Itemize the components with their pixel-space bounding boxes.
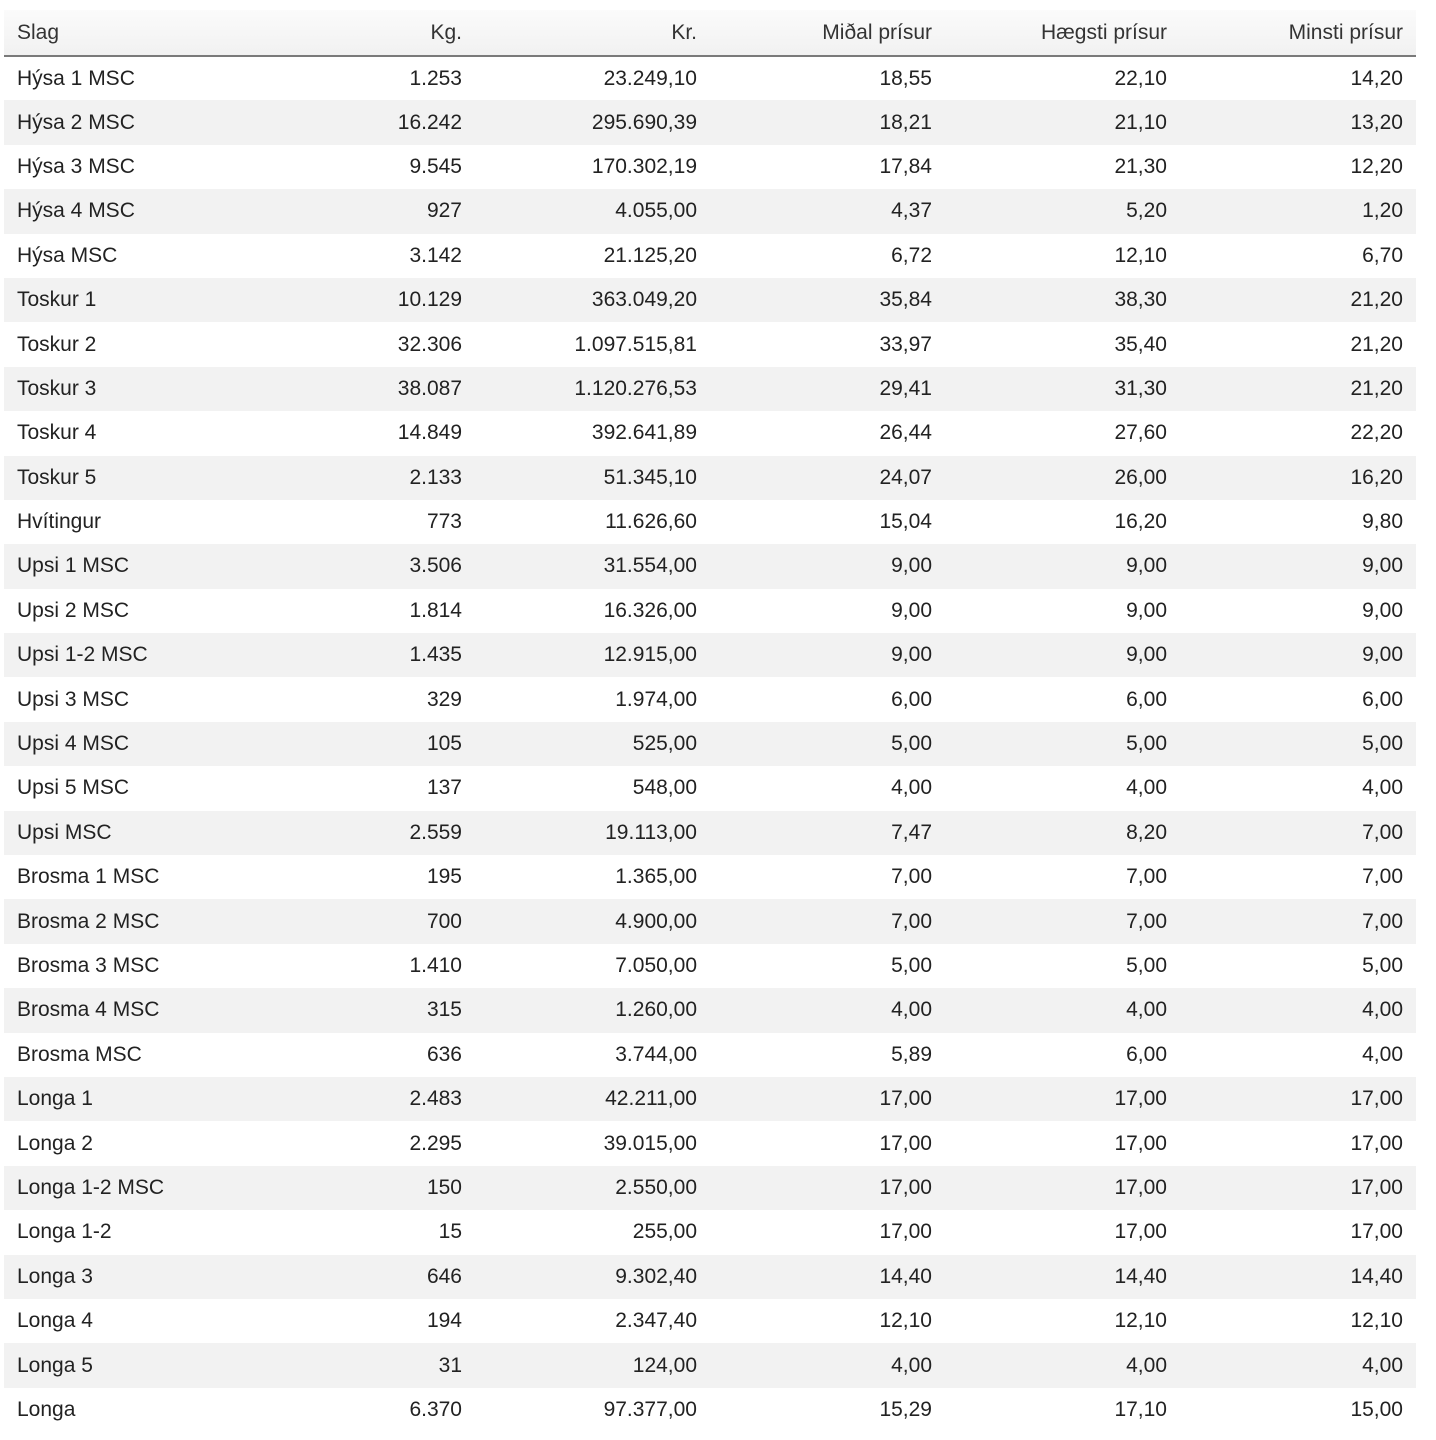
table-row [4,1210,1416,1254]
average-price-cell: 4,00 [891,998,932,1022]
lowest-price-cell: 9,00 [1362,643,1403,667]
lowest-price-cell: 21,20 [1350,376,1403,400]
lowest-price-cell: 5,00 [1362,954,1403,977]
highest-price-cell: 38,30 [1114,288,1167,312]
kg-cell: 1.435 [409,643,462,667]
highest-price-cell: 22,10 [1114,66,1167,90]
slag-cell: Longa 3 [17,1264,93,1288]
column-header-lowest-price[interactable]: Minsti prísur [1180,10,1416,56]
average-price-cell: 4,00 [891,1353,932,1377]
kg-cell: 2.483 [409,1087,462,1111]
slag-cell: Toskur 1 [17,288,97,312]
highest-price-cell: 4,00 [1126,776,1167,800]
highest-price-cell: 14,40 [1114,1264,1167,1288]
kr-cell: 295.690,39 [591,110,697,134]
average-price-cell: 6,00 [891,687,932,711]
kg-cell: 700 [426,909,462,933]
average-price-cell: 35,84 [879,288,932,312]
lowest-price-cell: 4,00 [1362,998,1403,1022]
average-price-cell: 7,00 [891,909,932,933]
kr-cell: 1.260,00 [615,998,697,1022]
table-row [4,855,1416,899]
table-row [4,278,1416,322]
average-price-cell: 17,00 [879,1131,932,1155]
average-price-cell: 5,00 [891,732,932,756]
average-price-cell: 15,04 [879,510,932,534]
highest-price-cell: 17,00 [1114,1220,1167,1244]
table-row [4,589,1416,633]
kr-cell: 51.345,10 [603,465,697,489]
table-row [4,1343,1416,1387]
kg-cell: 329 [426,687,462,711]
lowest-price-cell: 17,00 [1350,1087,1403,1111]
average-price-cell: 9,00 [891,643,932,667]
lowest-price-cell: 17,00 [1350,1220,1403,1244]
slag-cell: Upsi MSC [17,820,112,844]
average-price-cell: 17,84 [879,154,932,178]
lowest-price-cell: 21,20 [1350,288,1403,312]
kg-cell: 14.849 [397,421,462,445]
highest-price-cell: 17,10 [1114,1397,1167,1421]
table-header [4,10,1416,56]
slag-cell: Hýsa 4 MSC [17,199,135,223]
lowest-price-cell: 22,20 [1350,421,1403,445]
table-row [4,367,1416,411]
slag-cell: Upsi 1-2 MSC [17,643,148,667]
table-row [4,677,1416,721]
table-row [4,1077,1416,1121]
lowest-price-cell: 7,00 [1362,820,1403,844]
average-price-cell: 9,00 [891,554,932,578]
average-price-cell: 4,00 [891,776,932,800]
average-price-cell: 17,00 [879,1087,932,1111]
average-price-cell: 24,07 [879,465,932,489]
kr-cell: 4.055,00 [615,199,697,223]
kg-cell: 150 [426,1175,462,1199]
kr-cell: 1.097.515,81 [574,332,697,356]
table-row [4,899,1416,943]
highest-price-cell: 31,30 [1114,376,1167,400]
price-table [4,10,1416,1432]
kr-cell: 7.050,00 [615,954,697,977]
slag-cell: Upsi 3 MSC [17,687,130,711]
slag-cell: Brosma MSC [17,1042,142,1066]
lowest-price-cell: 16,20 [1350,465,1403,489]
average-price-cell: 7,47 [891,820,932,844]
kg-cell: 10.129 [397,288,462,312]
column-header-kr[interactable]: Kr. [475,10,710,56]
kr-cell: 124,00 [632,1353,697,1377]
lowest-price-cell: 17,00 [1350,1175,1403,1199]
slag-cell: Brosma 4 MSC [17,998,160,1022]
average-price-cell: 18,21 [879,110,932,134]
highest-price-cell: 7,00 [1126,909,1167,933]
average-price-cell: 29,41 [879,376,932,400]
kg-cell: 195 [426,865,462,889]
lowest-price-cell: 9,00 [1362,554,1403,578]
lowest-price-cell: 17,00 [1350,1131,1403,1155]
lowest-price-cell: 14,40 [1350,1264,1403,1288]
slag-cell: Hvítingur [17,510,102,534]
kg-cell: 636 [426,1042,462,1066]
highest-price-cell: 17,00 [1114,1131,1167,1155]
table-row [4,988,1416,1032]
kr-cell: 16.326,00 [603,598,697,622]
kr-cell: 363.049,20 [591,288,697,312]
average-price-cell: 12,10 [879,1309,932,1333]
average-price-cell: 6,72 [891,243,932,267]
kr-cell: 21.125,20 [603,243,697,267]
kr-cell: 12.915,00 [603,643,697,667]
table-row [4,322,1416,366]
highest-price-cell: 4,00 [1126,1353,1167,1377]
lowest-price-cell: 12,10 [1350,1309,1403,1333]
slag-cell: Longa 4 [17,1309,93,1333]
lowest-price-cell: 1,20 [1362,199,1403,223]
slag-cell: Hýsa 3 MSC [17,154,135,178]
lowest-price-cell: 4,00 [1362,776,1403,800]
slag-cell: Toskur 3 [17,376,97,400]
lowest-price-cell: 9,00 [1362,598,1403,622]
price-table-container [4,10,1416,1432]
slag-cell: Upsi 1 MSC [17,554,130,578]
lowest-price-cell: 4,00 [1362,1353,1403,1377]
kg-cell: 105 [426,732,462,756]
slag-cell: Toskur 2 [17,332,97,356]
average-price-cell: 18,55 [879,66,932,90]
column-header-average-price[interactable]: Miðal prísur [710,10,945,56]
kr-cell: 3.744,00 [615,1042,697,1066]
table-row [4,1166,1416,1210]
lowest-price-cell: 9,80 [1362,510,1403,534]
highest-price-cell: 16,20 [1114,510,1167,534]
highest-price-cell: 5,00 [1126,954,1167,977]
highest-price-cell: 17,00 [1114,1175,1167,1199]
average-price-cell: 5,00 [891,954,932,977]
table-row [4,766,1416,810]
kr-cell: 39.015,00 [603,1131,697,1155]
highest-price-cell: 12,10 [1114,243,1167,267]
kg-cell: 9.545 [409,154,462,178]
average-price-cell: 15,29 [879,1397,932,1421]
kr-cell: 2.550,00 [615,1175,697,1199]
kr-cell: 19.113,00 [605,820,697,844]
lowest-price-cell: 7,00 [1362,909,1403,933]
table-body [4,56,1416,1432]
kg-cell: 2.559 [409,820,462,844]
kg-cell: 1.253 [409,66,462,90]
average-price-cell: 14,40 [879,1264,932,1288]
lowest-price-cell: 21,20 [1350,332,1403,356]
kr-cell: 548,00 [632,776,697,800]
kr-cell: 1.365,00 [615,865,697,889]
table-row [4,1388,1416,1432]
kg-cell: 646 [426,1264,462,1288]
highest-price-cell: 6,00 [1126,1042,1167,1066]
highest-price-cell: 7,00 [1126,865,1167,889]
highest-price-cell: 17,00 [1114,1087,1167,1111]
kg-cell: 6.370 [409,1397,462,1421]
slag-cell: Longa 5 [17,1353,93,1377]
kr-cell: 170.302,19 [591,154,697,178]
lowest-price-cell: 13,20 [1350,110,1403,134]
kg-cell: 3.506 [409,554,462,578]
highest-price-cell: 9,00 [1126,554,1167,578]
table-row [4,456,1416,500]
table-row [4,56,1416,100]
highest-price-cell: 26,00 [1114,465,1167,489]
lowest-price-cell: 14,20 [1350,66,1403,90]
average-price-cell: 5,89 [891,1042,932,1066]
table-row [4,1255,1416,1299]
slag-cell: Toskur 4 [17,421,97,445]
highest-price-cell: 9,00 [1126,643,1167,667]
table-row [4,189,1416,233]
kg-cell: 1.814 [409,598,462,622]
kr-cell: 4.900,00 [615,909,697,933]
kg-cell: 927 [426,199,462,223]
lowest-price-cell: 5,00 [1362,732,1403,756]
highest-price-cell: 4,00 [1126,998,1167,1022]
kr-cell: 1.974,00 [615,687,697,711]
kg-cell: 2.295 [409,1131,462,1155]
kr-cell: 2.347,40 [615,1309,697,1333]
table-row [4,1033,1416,1077]
table-row [4,633,1416,677]
kr-cell: 31.554,00 [603,554,697,578]
kg-cell: 3.142 [409,243,462,267]
table-row [4,234,1416,278]
table-row [4,145,1416,189]
average-price-cell: 17,00 [879,1220,932,1244]
slag-cell: Hýsa MSC [17,243,118,267]
slag-cell: Upsi 2 MSC [17,598,130,622]
kr-cell: 97.377,00 [603,1397,697,1421]
slag-cell: Brosma 1 MSC [17,865,160,889]
table-row [4,500,1416,544]
table-row [4,944,1416,988]
table-row [4,411,1416,455]
slag-cell: Upsi 4 MSC [17,732,130,756]
slag-cell: Upsi 5 MSC [17,776,130,800]
column-header-slag[interactable]: Slag [4,10,240,56]
slag-cell: Toskur 5 [17,465,97,489]
slag-cell: Brosma 2 MSC [17,909,160,933]
table-row [4,1121,1416,1165]
kg-cell: 315 [426,998,462,1022]
kg-cell: 16.242 [397,110,462,134]
slag-cell: Longa 2 [17,1131,93,1155]
kr-cell: 11.626,60 [605,510,697,534]
table-row [4,811,1416,855]
kr-cell: 23.249,10 [603,66,697,90]
kr-cell: 42.211,00 [605,1087,697,1111]
kr-cell: 525,00 [632,732,697,756]
lowest-price-cell: 6,00 [1362,687,1403,711]
slag-cell: Longa [17,1397,76,1421]
highest-price-cell: 6,00 [1126,687,1167,711]
highest-price-cell: 5,20 [1126,199,1167,223]
kr-cell: 1.120.276,53 [574,376,697,400]
highest-price-cell: 21,30 [1114,154,1167,178]
highest-price-cell: 9,00 [1126,598,1167,622]
lowest-price-cell: 6,70 [1362,243,1403,267]
table-row [4,100,1416,144]
kg-cell: 31 [438,1353,462,1377]
kg-cell: 137 [426,776,462,800]
average-price-cell: 33,97 [879,332,932,356]
kr-cell: 255,00 [632,1220,697,1244]
column-header-highest-price[interactable]: Hægsti prísur [945,10,1180,56]
average-price-cell: 4,37 [891,199,932,223]
kg-cell: 38.087 [397,376,462,400]
kg-cell: 773 [426,510,462,534]
slag-cell: Longa 1-2 [17,1220,112,1244]
kg-cell: 2.133 [409,465,462,489]
table-row [4,722,1416,766]
column-header-kg[interactable]: Kg. [240,10,475,56]
lowest-price-cell: 12,20 [1350,154,1403,178]
header-row [4,10,1416,56]
average-price-cell: 7,00 [891,865,932,889]
table-row [4,544,1416,588]
slag-cell: Longa 1-2 MSC [17,1175,165,1199]
slag-cell: Hýsa 1 MSC [17,66,135,90]
highest-price-cell: 35,40 [1114,332,1167,356]
highest-price-cell: 21,10 [1114,110,1167,134]
kr-cell: 9.302,40 [615,1264,697,1288]
kg-cell: 1.410 [409,954,462,977]
slag-cell: Brosma 3 MSC [17,954,160,977]
slag-cell: Longa 1 [17,1087,93,1111]
lowest-price-cell: 4,00 [1362,1042,1403,1066]
highest-price-cell: 27,60 [1114,421,1167,445]
slag-cell: Hýsa 2 MSC [17,110,135,134]
average-price-cell: 17,00 [879,1175,932,1199]
table-row [4,1299,1416,1343]
average-price-cell: 9,00 [891,598,932,622]
kg-cell: 15 [438,1220,462,1244]
highest-price-cell: 8,20 [1126,820,1167,844]
kg-cell: 194 [426,1309,462,1333]
kr-cell: 392.641,89 [591,421,697,445]
highest-price-cell: 12,10 [1114,1309,1167,1333]
average-price-cell: 26,44 [879,421,932,445]
lowest-price-cell: 15,00 [1350,1397,1403,1421]
lowest-price-cell: 7,00 [1362,865,1403,889]
highest-price-cell: 5,00 [1126,732,1167,756]
kg-cell: 32.306 [397,332,462,356]
